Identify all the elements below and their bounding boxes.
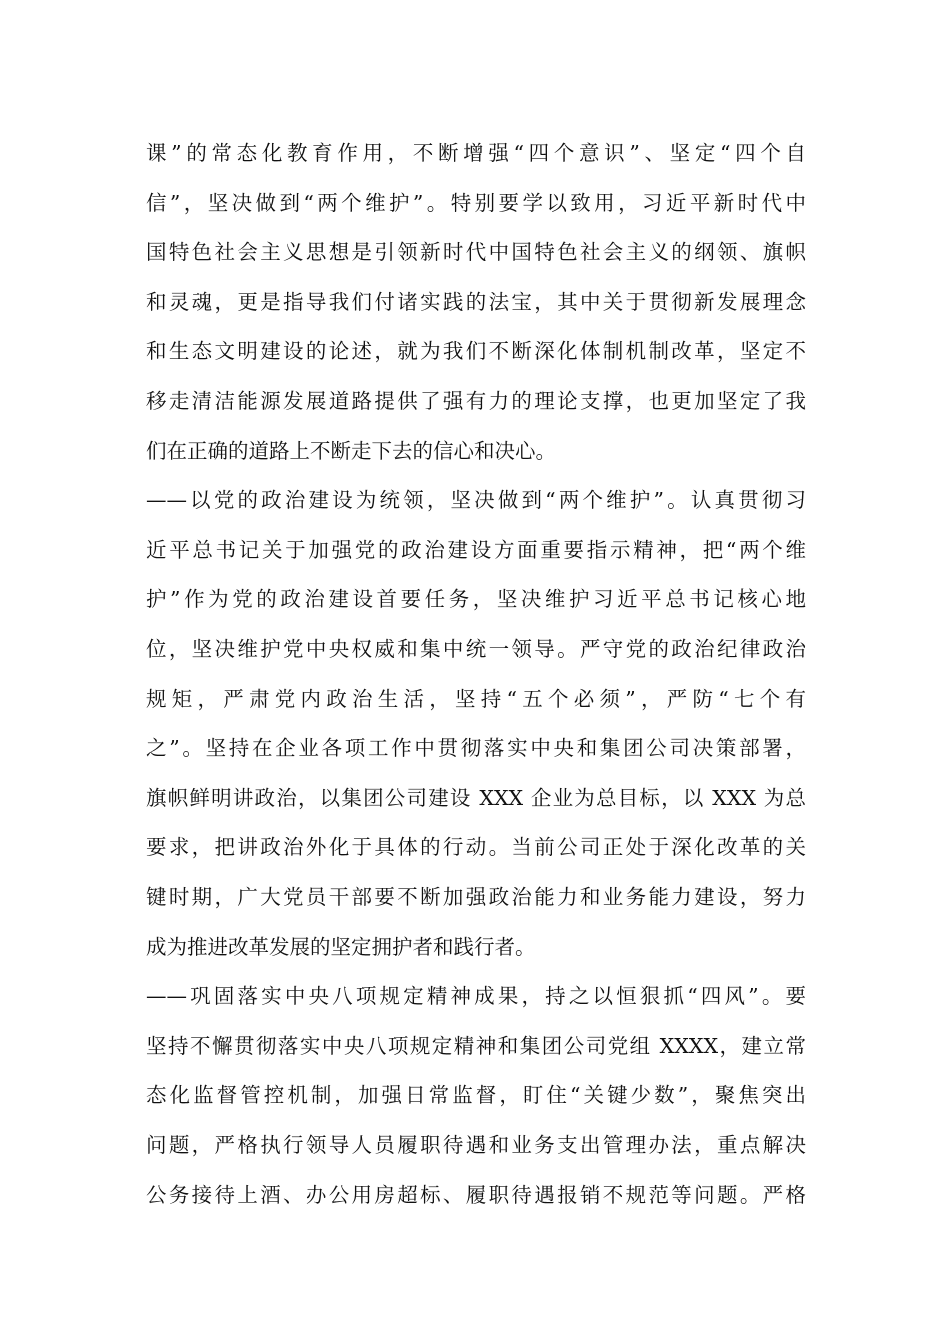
text-line: 键时期，广大党员干部要不断加强政治能力和业务能力建设，努力 (146, 885, 806, 909)
text-line: 课”的常态化教育作用，不断增强“四个意识”、坚定“四个自 (146, 141, 806, 165)
text-line: 规矩，严肃党内政治生活，坚持“五个必须”，严防“七个有 (146, 686, 806, 711)
text-line: 旗帜鲜明讲政治，以集团公司建设 XXX 企业为总目标，以 XXX 为总 (146, 785, 806, 810)
text-line: 坚持不懈贯彻落实中央八项规定精神和集团公司党组 XXXX，建立常 (146, 1033, 806, 1058)
text-line: 国特色社会主义思想是引领新时代中国特色社会主义的纲领、旗帜 (146, 240, 806, 265)
text-line: 们在正确的道路上不断走下去的信心和决心。 (146, 438, 556, 463)
text-line: 问题，严格执行领导人员履职待遇和业务支出管理办法，重点解决 (146, 1133, 806, 1157)
text-line: 移走清洁能源发展道路提供了强有力的理论支撑，也更加坚定了我 (146, 389, 806, 413)
text-line: 护”作为党的政治建设首要任务，坚决维护习近平总书记核心地 (146, 587, 806, 612)
text-line: ——以党的政治建设为统领，坚决做到“两个维护”。认真贯彻习 (146, 488, 806, 513)
text-line: 要求，把讲政治外化于具体的行动。当前公司正处于深化改革的关 (146, 835, 806, 860)
text-line: 态化监督管控机制，加强日常监督，盯住“关键少数”，聚焦突出 (146, 1083, 806, 1108)
text-line: 信”，坚决做到“两个维护”。特别要学以致用，习近平新时代中 (146, 190, 806, 215)
text-line: ——巩固落实中央八项规定精神成果，持之以恒狠抓“四风”。要 (146, 984, 806, 1009)
text-line: 成为推进改革发展的坚定拥护者和践行者。 (146, 934, 536, 959)
text-line: 和生态文明建设的论述，就为我们不断深化体制机制改革，坚定不 (146, 339, 806, 364)
text-line: 公务接待上酒、办公用房超标、履职待遇报销不规范等问题。严格 (146, 1182, 806, 1207)
text-line: 之”。坚持在企业各项工作中贯彻落实中央和集团公司决策部署， (146, 736, 806, 761)
text-line: 近平总书记关于加强党的政治建设方面重要指示精神，把“两个维 (146, 537, 806, 562)
text-line: 位，坚决维护党中央权威和集中统一领导。严守党的政治纪律政治 (146, 637, 806, 661)
text-line: 和灵魂，更是指导我们付诸实践的法宝，其中关于贯彻新发展理念 (146, 289, 806, 314)
